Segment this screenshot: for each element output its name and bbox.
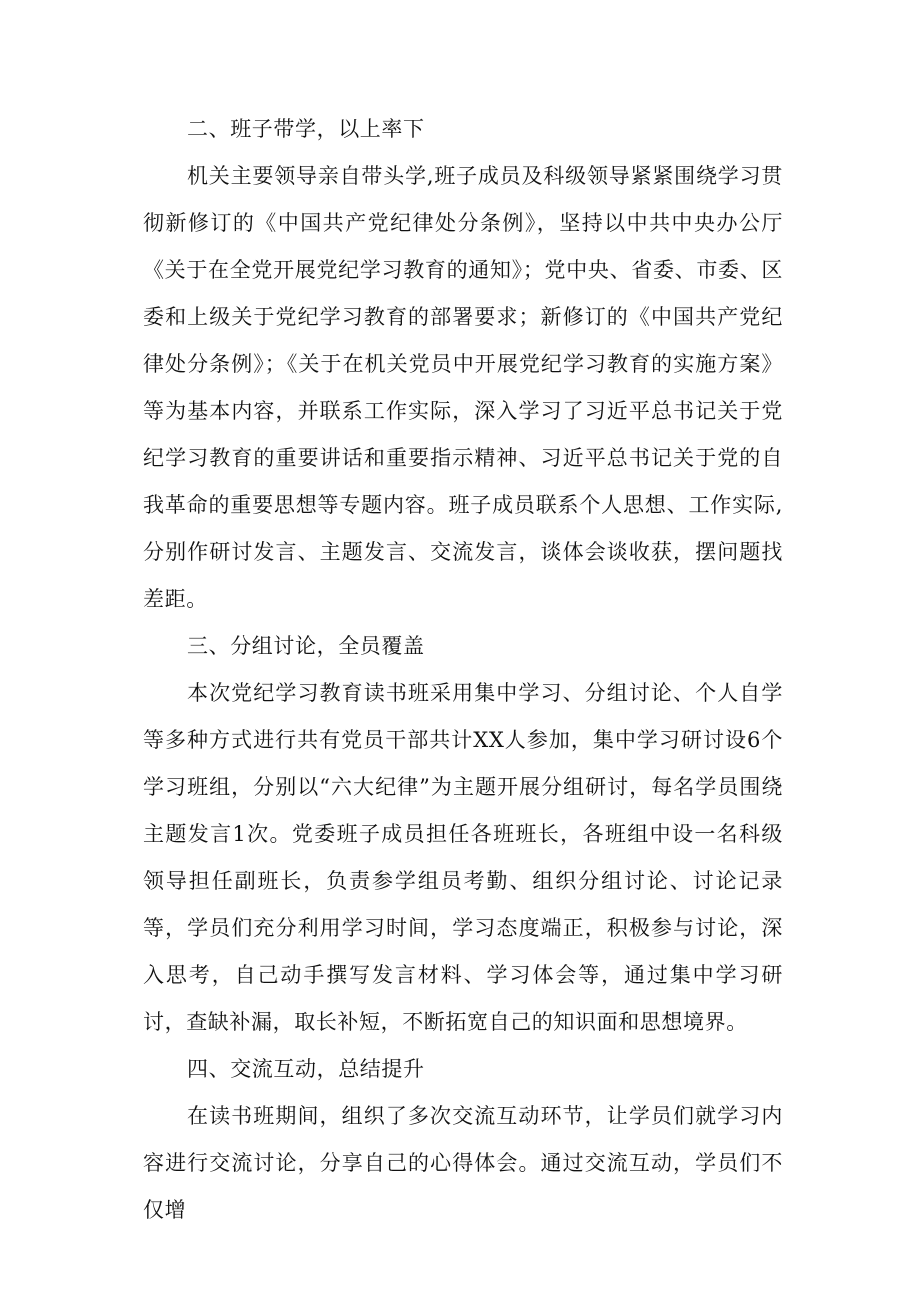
document-body [143, 106, 783, 1234]
section-heading-4: 四、交流互动，总结提升 [187, 1057, 425, 1081]
section-paragraph-4: 在读书班期间，组织了多次交流互动环节，让学员们就学习内容进行交流讨论，分享自己的心得体会。通过交流互动，学员们不仅增 [143, 1104, 783, 1222]
section-paragraph-3: 本次党纪学习教育读书班采用集中学习、分组讨论、个人自学等多种方式进行共有党员干部共计XX人参加，集中学习研讨设6个学习班组，分别以“六大纪律”为主题开展分组研讨，每名学员围绕主题发言1次。党委班子成员担任各班班长，各班组中设一名科级领导担任副班长，负责参学组员考勤、组织分组讨论、讨论记录等，学员们充分利用学习时间，学习态度端正，积极参与讨论，深入思考，自己动手撰写发言材料、学习体会等，通过集中学习研讨，查缺补漏，取长补短，不断拓宽自己的知识面和思想境界。 [143, 681, 783, 1034]
section-heading-3: 三、分组讨论，全员覆盖 [187, 634, 425, 658]
section-paragraph-2: 机关主要领导亲自带头学,班子成员及科级领导紧紧围绕学习贯彻新修订的《中国共产党纪律处分条例》，坚持以中共中央办公厅《关于在全党开展党纪学习教育的通知》；党中央、省委、市委、区委和上级关于党纪学习教育的部署要求；新修订的《中国共产党纪律处分条例》；《关于在机关党员中开展党纪学习教育的实施方案》等为基本内容，并联系工作实际，深入学习了习近平总书记关于党纪学习教育的重要讲话和重要指示精神、习近平总书记关于党的自我革命的重要思想等专题内容。班子成员联系个人思想、工作实际,分别作研讨发言、主题发言、交流发言，谈体会谈收获，摆问题找差距。 [143, 164, 783, 611]
section-heading-2: 二、班子带学，以上率下 [187, 117, 425, 141]
